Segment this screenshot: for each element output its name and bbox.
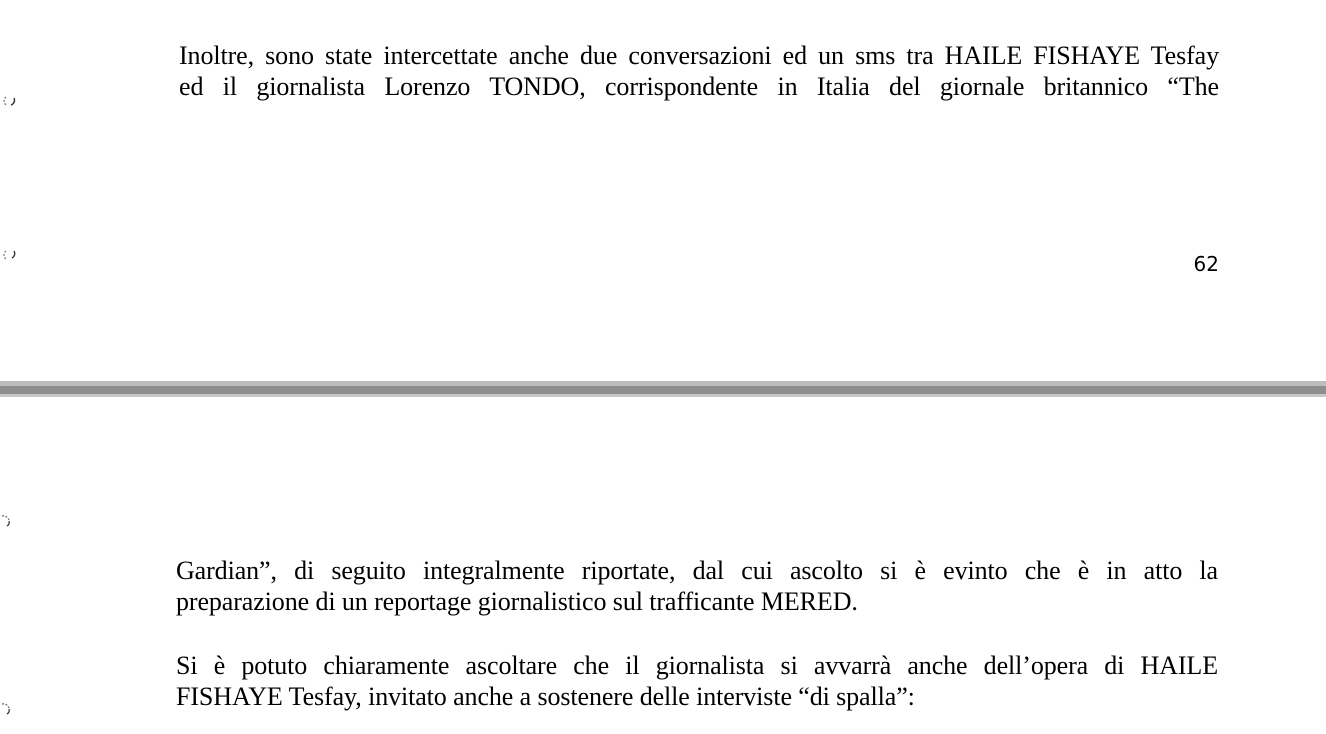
paragraph-journalist [176,650,1218,712]
text-line: ed il giornalista Lorenzo TONDO, corrispondente in Italia del giornale britannico “The [179,72,1219,101]
paragraph-reportage [176,555,1218,617]
binder-hole-mark [0,514,14,528]
paragraph-intercepts [179,40,1219,102]
binder-hole-mark [0,702,14,716]
text-line: Gardian”, di seguito integralmente riportate, dal cui ascolto si è evinto che è in atto la [176,556,1218,585]
page-number: 62 [1193,252,1219,276]
binder-hole-mark [3,248,17,262]
text-line: FISHAYE Tesfay, invitato anche a sostenere delle interviste “di spalla”: [176,682,915,711]
page-break-separator [0,381,1326,398]
text-line: Inoltre, sono state intercettate anche due conversazioni ed un sms tra HAILE FISHAYE Tesfay [179,41,1219,70]
binder-hole-mark [3,94,17,108]
text-line: Si è potuto chiaramente ascoltare che il giornalista si avvarrà anche dell’opera di HAILE [176,651,1218,680]
text-line: preparazione di un reportage giornalistico sul trafficante MERED. [176,587,858,616]
